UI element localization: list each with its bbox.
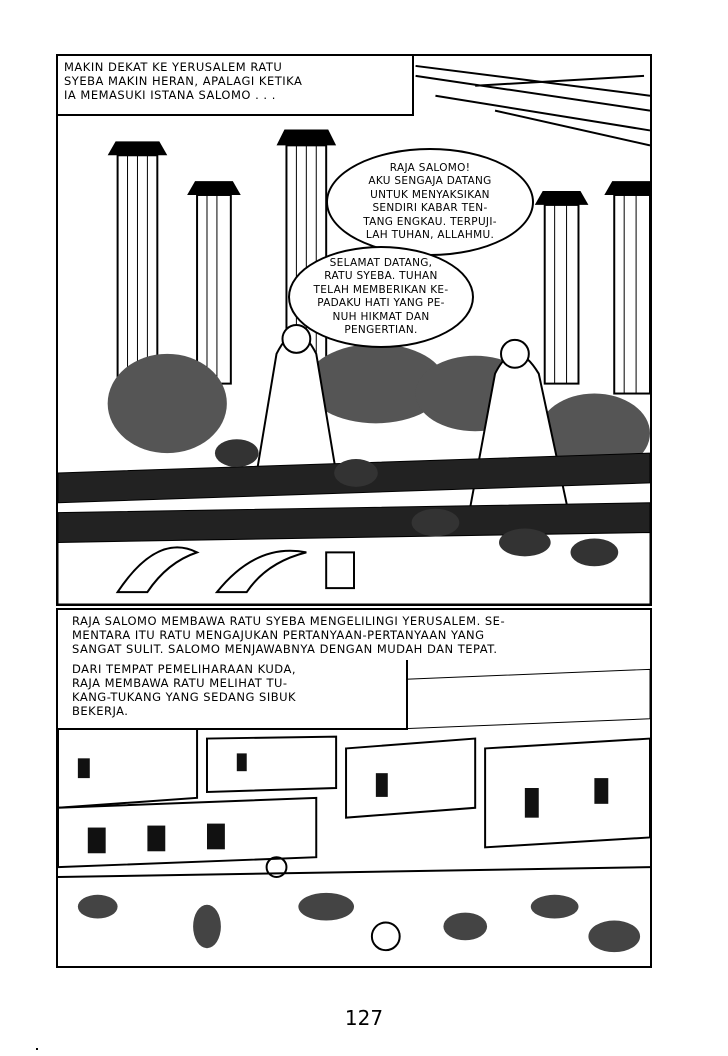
speech-bubble-queen — [326, 148, 534, 256]
bubble-line: UNTUK MENYAKSIKAN — [370, 188, 490, 201]
bubble-line: TANG ENGKAU. TERPUJI- — [363, 215, 497, 228]
caption-line: RAJA MEMBAWA RATU MELIHAT TU- — [72, 676, 288, 690]
bubble-line: SELAMAT DATANG, — [329, 256, 433, 269]
bubble-line: TELAH MEMBERIKAN KE- — [313, 283, 449, 296]
caption-line: RAJA SALOMO MEMBAWA RATU SYEBA MENGELILINGI YERUSALEM. SE- — [72, 614, 506, 628]
caption-line: KANG-TUKANG YANG SEDANG SIBUK — [72, 690, 297, 704]
bubble-line: NUH HIKMAT DAN — [332, 310, 430, 323]
panel-palace — [56, 54, 652, 606]
narration-caption-palace — [58, 56, 414, 116]
narration-caption-tour — [58, 610, 650, 662]
caption-line: BEKERJA. — [72, 704, 129, 718]
page-number: 127 — [344, 1006, 384, 1030]
caption-line: SYEBA MAKIN HERAN, APALAGI KETIKA — [64, 74, 303, 88]
bubble-line: RAJA SALOMO! — [389, 161, 471, 174]
caption-line: IA MEMASUKI ISTANA SALOMO . . . — [64, 88, 276, 102]
bubble-line: SENDIRI KABAR TEN- — [372, 202, 488, 214]
narration-caption-craftsmen — [58, 660, 408, 730]
caption-line: MAKIN DEKAT KE YERUSALEM RATU — [64, 60, 283, 74]
caption-line: MENTARA ITU RATU MENGAJUKAN PERTANYAAN-PERTANYAAN YANG — [72, 628, 485, 642]
bubble-line: LAH TUHAN, ALLAHMU. — [365, 229, 495, 241]
bubble-line: PADAKU HATI YANG PE- — [317, 297, 445, 309]
panel-city — [56, 608, 652, 968]
bubble-line: RATU SYEBA. TUHAN — [324, 270, 438, 282]
caption-line: DARI TEMPAT PEMELIHARAAN KUDA, — [72, 662, 296, 676]
caption-line: SANGAT SULIT. SALOMO MENJAWABNYA DENGAN MUDAH DAN TEPAT. — [72, 642, 498, 656]
bubble-line: AKU SENGAJA DATANG — [368, 175, 492, 187]
print-speck — [36, 1048, 38, 1050]
bubble-line: PENGERTIAN. — [344, 324, 418, 336]
speech-bubble-solomon — [288, 246, 474, 348]
